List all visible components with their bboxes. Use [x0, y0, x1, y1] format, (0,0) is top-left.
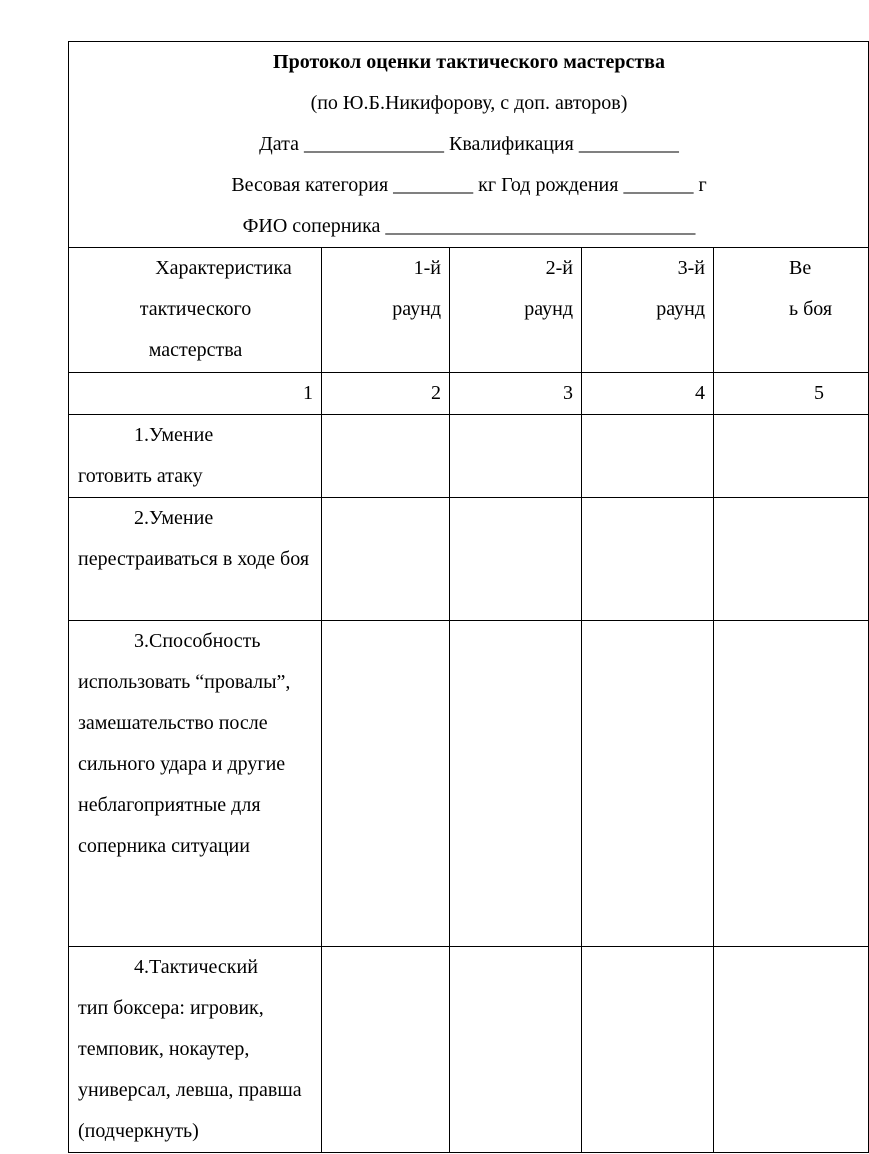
column-number: 4 [582, 373, 714, 415]
table-row [69, 947, 869, 1153]
column-number-row [69, 373, 869, 415]
column-header-text: раунд [524, 298, 573, 320]
score-cell[interactable] [714, 498, 869, 621]
criterion-text: готовить атаку [78, 465, 203, 487]
column-header-text: 1-й [413, 257, 441, 279]
criterion-cell [69, 621, 322, 947]
column-number: 2 [322, 373, 450, 415]
weight-birthyear-line: Весовая категория ________ кг Год рождения _______ г [231, 174, 707, 196]
column-header-text: раунд [392, 298, 441, 320]
score-cell[interactable] [450, 415, 582, 498]
score-cell[interactable] [322, 498, 450, 621]
criterion-title: 1.Умение [134, 424, 214, 446]
column-header-text: раунд [656, 298, 705, 320]
column-header-text: Ве [789, 257, 812, 279]
score-cell[interactable] [714, 415, 869, 498]
score-cell[interactable] [322, 621, 450, 947]
criterion-cell [69, 947, 322, 1153]
table-row [69, 415, 869, 498]
protocol-header [69, 42, 869, 248]
criterion-title: 2.Умение [134, 507, 214, 529]
criterion-cell [69, 498, 322, 621]
criterion-cell [69, 415, 322, 498]
protocol-subtitle: (по Ю.Б.Никифорову, с доп. авторов) [310, 92, 628, 114]
column-header-round-3 [582, 248, 714, 373]
score-cell[interactable] [450, 947, 582, 1153]
column-header-round-1 [322, 248, 450, 373]
criterion-text: перестраиваться в ходе боя [78, 548, 310, 570]
score-cell[interactable] [582, 947, 714, 1153]
column-header-text: Характеристика [155, 257, 292, 279]
column-header-whole-fight [714, 248, 869, 373]
protocol-title: Протокол оценки тактического мастерства [273, 51, 665, 73]
score-cell[interactable] [582, 621, 714, 947]
column-number: 3 [450, 373, 582, 415]
score-cell[interactable] [714, 621, 869, 947]
table-row [69, 498, 869, 621]
table-row [69, 621, 869, 947]
column-number: 5 [714, 373, 869, 415]
score-cell[interactable] [582, 498, 714, 621]
column-number: 1 [69, 373, 322, 415]
criterion-title: 4.Тактический [134, 956, 258, 978]
score-cell[interactable] [450, 621, 582, 947]
score-cell[interactable] [322, 947, 450, 1153]
criterion-title: 3.Способность [134, 630, 261, 652]
column-header-text: тактического [139, 298, 252, 320]
date-qualification-line: Дата ______________ Квалификация __________ [259, 133, 679, 155]
column-header-text: ь боя [789, 298, 833, 320]
column-header-text: 2-й [545, 257, 573, 279]
protocol-table [68, 41, 869, 1153]
score-cell[interactable] [714, 947, 869, 1153]
criterion-text: тип боксера: игровик, темповик, нокаутер, универсал, левша, правша (подчеркнуть) [78, 997, 302, 1142]
score-cell[interactable] [582, 415, 714, 498]
column-header-text: мастерства [148, 339, 243, 361]
score-cell[interactable] [450, 498, 582, 621]
column-header-text: 3-й [677, 257, 705, 279]
opponent-name-line: ФИО соперника _______________________________ [242, 215, 696, 237]
column-header-round-2 [450, 248, 582, 373]
criterion-text: использовать “провалы”, замешательство после сильного удара и другие неблагоприятные для соперника ситуации [78, 671, 291, 857]
score-cell[interactable] [322, 415, 450, 498]
column-header-characteristic [69, 248, 322, 373]
